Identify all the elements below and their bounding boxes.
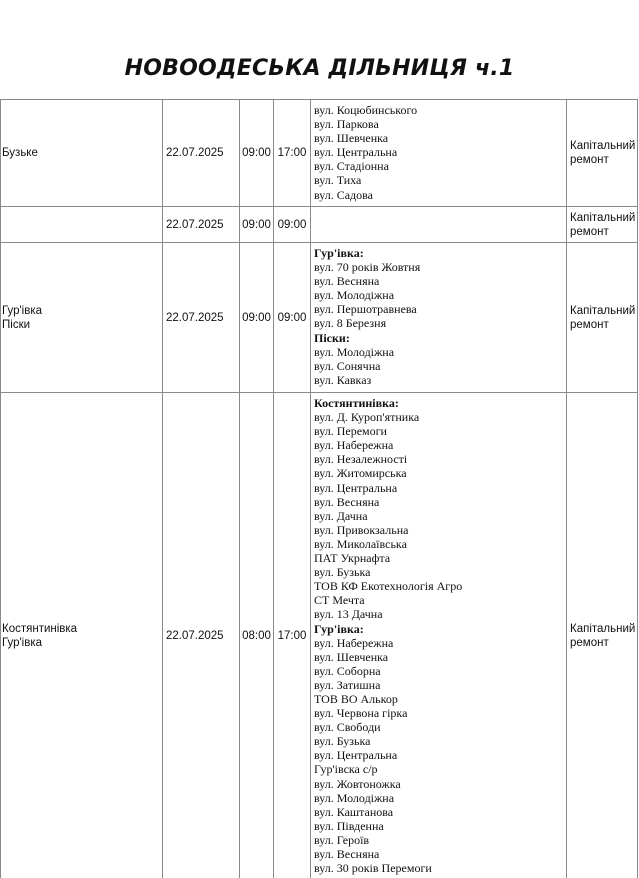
settlement-cell xyxy=(1,100,163,207)
reason-cell xyxy=(567,243,638,393)
street-item: вул. Центральна xyxy=(314,481,566,495)
settlement-name: Костянтинівка xyxy=(2,622,162,636)
page-title: НОВООДЕСЬКА ДІЛЬНИЦЯ ч.1 xyxy=(0,56,639,81)
street-item: вул. Соборна xyxy=(314,664,566,678)
date-cell: 22.07.2025 xyxy=(163,393,240,878)
outage-schedule-table xyxy=(0,99,638,878)
start-time-cell: 08:00 xyxy=(240,393,274,878)
street-item: вул. Стадіонна xyxy=(314,159,566,173)
street-item: вул. Затишна xyxy=(314,678,566,692)
street-item: вул. 8 Березня xyxy=(314,316,566,330)
streets-cell xyxy=(311,100,567,207)
street-group-title: Гур'івка: xyxy=(314,246,566,260)
settlement-name: Гур'івка xyxy=(2,304,162,318)
street-item: вул. Коцюбинського xyxy=(314,103,566,117)
street-item: вул. Незалежності xyxy=(314,452,566,466)
reason-cell xyxy=(567,100,638,207)
reason-cell xyxy=(567,207,638,243)
settlement-name: Гур'івка xyxy=(2,636,162,650)
reason-text: Капітальний xyxy=(570,139,637,153)
settlement-name: Бузьке xyxy=(2,146,162,160)
streets-cell xyxy=(311,243,567,393)
streets-cell xyxy=(311,207,567,243)
street-item: вул. Молодіжна xyxy=(314,288,566,302)
settlement-name: Піски xyxy=(2,318,162,332)
street-item: вул. Набережна xyxy=(314,636,566,650)
end-time-cell: 17:00 xyxy=(274,393,311,878)
reason-text: ремонт xyxy=(570,318,637,332)
reason-text: Капітальний xyxy=(570,304,637,318)
settlement-cell xyxy=(1,393,163,878)
street-item: вул. Червона гірка xyxy=(314,706,566,720)
reason-text: Капітальний xyxy=(570,622,637,636)
date-cell: 22.07.2025 xyxy=(163,100,240,207)
street-item: вул. Весняна xyxy=(314,495,566,509)
street-item: ПАТ Укрнафта xyxy=(314,551,566,565)
start-time-cell: 09:00 xyxy=(240,243,274,393)
street-item: вул. 70 років Жовтня xyxy=(314,260,566,274)
street-item: вул. Весняна xyxy=(314,847,566,861)
street-item: вул. Дачна xyxy=(314,509,566,523)
street-item: вул. Першотравнева xyxy=(314,302,566,316)
street-item: вул. Молодіжна xyxy=(314,791,566,805)
reason-text: ремонт xyxy=(570,225,637,239)
street-item: вул. Тиха xyxy=(314,173,566,187)
end-time-cell: 09:00 xyxy=(274,207,311,243)
start-time-cell: 09:00 xyxy=(240,207,274,243)
table-row xyxy=(1,243,638,393)
reason-cell xyxy=(567,393,638,878)
start-time-cell: 09:00 xyxy=(240,100,274,207)
end-time-cell: 09:00 xyxy=(274,243,311,393)
street-item: вул. Свободи xyxy=(314,720,566,734)
street-item: вул. Садова xyxy=(314,188,566,202)
street-item: вул. Весняна xyxy=(314,274,566,288)
street-item: вул. Набережна xyxy=(314,438,566,452)
street-item: вул. 13 Дачна xyxy=(314,607,566,621)
table-row xyxy=(1,393,638,878)
street-item: ТОВ ВО Алькор xyxy=(314,692,566,706)
street-item: вул. Героїв xyxy=(314,833,566,847)
table-row xyxy=(1,207,638,243)
street-item: вул. Сонячна xyxy=(314,359,566,373)
street-item: вул. Житомирська xyxy=(314,466,566,480)
street-item: вул. Д. Куроп'ятника xyxy=(314,410,566,424)
streets-cell xyxy=(311,393,567,878)
street-group-title: Піски: xyxy=(314,331,566,345)
table-row xyxy=(1,100,638,207)
reason-text: Капітальний xyxy=(570,211,637,225)
street-item: вул. 30 років Перемоги xyxy=(314,861,566,875)
reason-text: ремонт xyxy=(570,153,637,167)
street-item: вул. Паркова xyxy=(314,117,566,131)
table-body xyxy=(1,100,638,878)
street-item: вул. Кавказ xyxy=(314,373,566,387)
street-item: вул. Молодіжна xyxy=(314,345,566,359)
reason-text: ремонт xyxy=(570,636,637,650)
street-item: вул. Бузька xyxy=(314,734,566,748)
end-time-cell: 17:00 xyxy=(274,100,311,207)
date-cell: 22.07.2025 xyxy=(163,243,240,393)
settlement-cell xyxy=(1,243,163,393)
street-item: вул. Жовтоножка xyxy=(314,777,566,791)
date-cell: 22.07.2025 xyxy=(163,207,240,243)
settlement-cell xyxy=(1,207,163,243)
street-item: СТ Мечта xyxy=(314,593,566,607)
street-item: вул. Миколаївська xyxy=(314,537,566,551)
street-item: вул. Шевченка xyxy=(314,131,566,145)
street-group-title: Костянтинівка: xyxy=(314,396,566,410)
street-item: вул. Центральна xyxy=(314,145,566,159)
street-item: вул. Шевченка xyxy=(314,650,566,664)
street-item: вул. Центральна xyxy=(314,748,566,762)
street-group-title: Гур'івка: xyxy=(314,622,566,636)
street-item: вул. Перемоги xyxy=(314,424,566,438)
street-item: Гур'івска с/р xyxy=(314,762,566,776)
street-item: вул. Привокзальна xyxy=(314,523,566,537)
street-item: ТОВ КФ Екотехнологія Агро xyxy=(314,579,566,593)
street-item: вул. Південна xyxy=(314,819,566,833)
street-item: вул. Бузька xyxy=(314,565,566,579)
street-item: вул. Каштанова xyxy=(314,805,566,819)
